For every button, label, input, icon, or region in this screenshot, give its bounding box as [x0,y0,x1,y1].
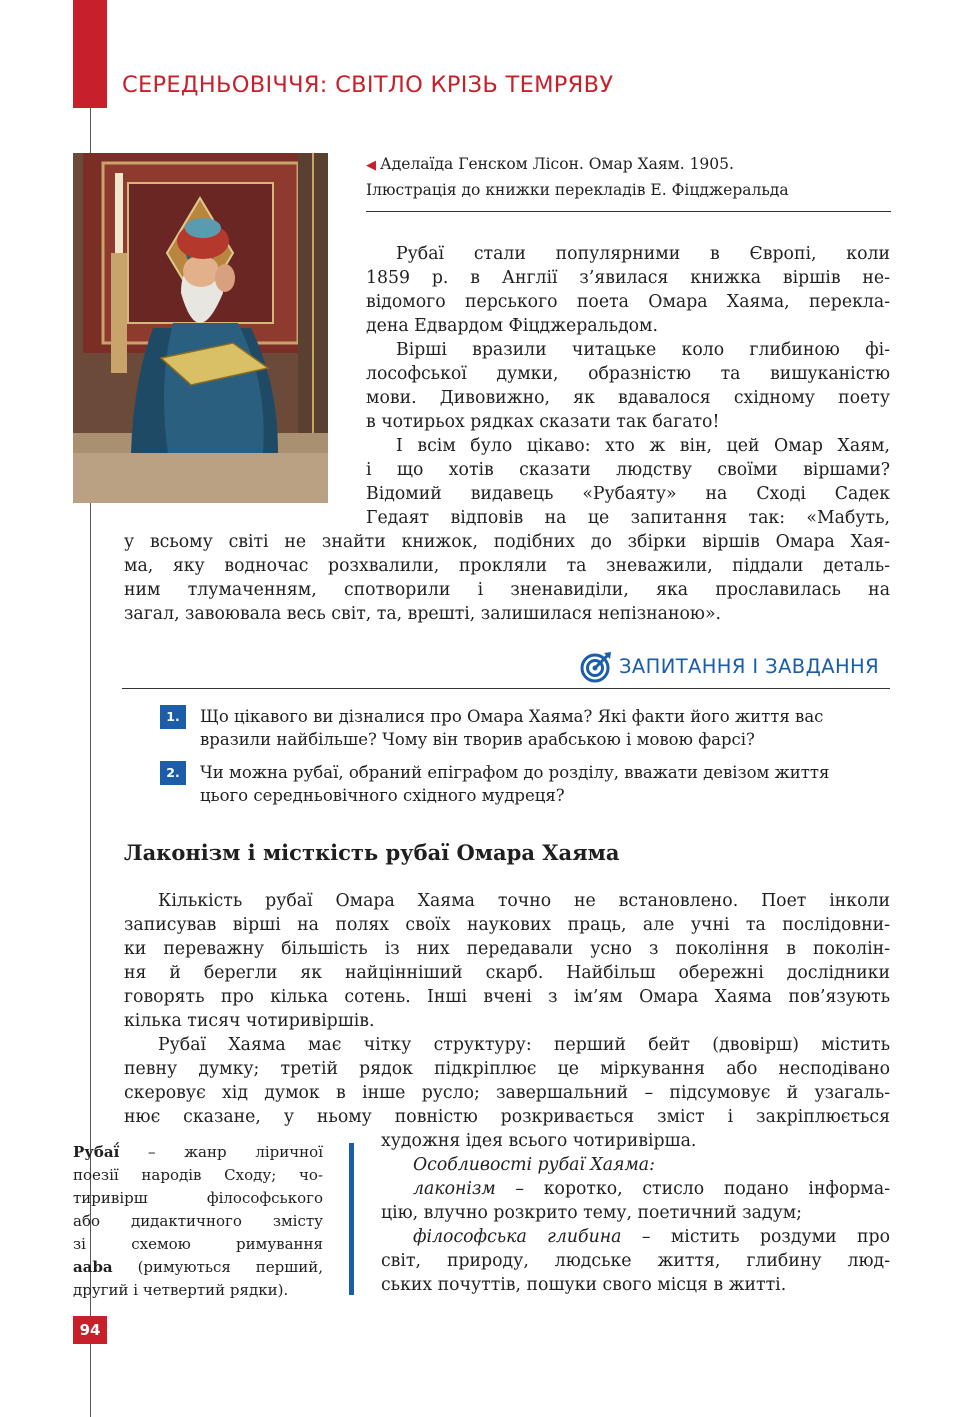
text-line: записував вірші на полях своїх наукових праць, але учні та послідовни- [124,915,890,935]
question-text: Чи можна рубаї, обраний епіграфом до розділу, вважати девізом життя [200,763,830,782]
feature-text: – містить роздуми про [621,1227,890,1247]
chapter-tab [73,0,107,108]
text-line: Рубаї стали популярними в Європі, коли [396,244,890,264]
question-text: Що цікавого ви дізналися про Омара Хаяма? Які факти його життя вас [200,707,824,726]
definition-line: зі схемою римування [73,1235,323,1253]
text-line: Відомий видавець «Рубаяту» на Сході Садек [366,484,890,504]
feature-line: цію, влучно розкрито тему, поетичний задум; [381,1203,803,1223]
text-line: лософської думки, образністю та вишуканістю [366,364,890,384]
definition-text: (римуються перший, [112,1258,323,1276]
text-line: кілька тисяч чотиривіршів. [124,1011,375,1031]
text-line: художня ідея всього чотиривірша. [381,1131,697,1151]
text-line: 1859 р. в Англії з’явилася книжка віршів не- [366,268,890,288]
feature-line [413,1225,890,1249]
caption-divider [366,211,891,212]
text-line: у всьому світі не знайти книжок, подібних до збірки віршів Омара Хая- [124,532,890,552]
definition-line: тиривірш філософського [73,1189,323,1207]
text-line: ма, яку водночас розхвалили, прокляли та зневажили, піддали деталь- [124,556,890,576]
definition-term: Рубаї́ [73,1143,120,1161]
definition-line [73,1141,323,1164]
rhyme-scheme: aaba [73,1258,113,1276]
feature-line: світ, природу, людське життя, глибину люд- [381,1251,890,1271]
features-heading-text: Особливості рубаї Хаяма: [413,1155,655,1175]
caption-line-1: Аделаїда Генском Лісон. Омар Хаям. 1905. [380,155,734,173]
definition-line: другий і четвертий рядки). [73,1281,289,1299]
definition-line: або дидактичного змісту [73,1212,323,1230]
text-line: ним тлумаченням, спотворили і зненавиділи, яка прославилась на [124,580,890,600]
feature-term: лаконізм [413,1179,496,1199]
text-line: певну думку; третій рядок підкріплює це міркування або несподівано [124,1059,890,1079]
text-line: дена Едвардом Фіцджеральдом. [366,316,658,336]
text-line: загал, завоювала весь світ, та, врешті, залишилася непізнаною». [124,604,722,624]
section-heading: Лаконізм і місткість рубаї Омара Хаяма [124,840,620,865]
feature-text: – коротко, стисло подано інформа- [495,1179,890,1199]
text-line: і що хотів сказати людству своїми віршами? [366,460,890,480]
text-line: Рубаї Хаяма має чітку структуру: перший бейт (двовірш) містить [158,1035,890,1055]
definition-line [73,1256,323,1279]
definition-line: поезії народів Сходу; чо- [73,1166,323,1184]
figure-caption [366,152,789,202]
feature-line: ських почуттів, пошуки свого місця в житті. [381,1275,787,1295]
text-line: ня й берегли як найцінніший скарб. Найбільш обережні дослідники [124,963,890,983]
text-line: в чотирьох рядках сказати так багато! [366,412,720,432]
feature-term: філософська глибина [413,1227,622,1247]
page-number: 94 [73,1316,107,1344]
text-line: Вірші вразили читацьке коло глибиною фі- [396,340,890,360]
text-line: ки переважну більшість із них передавали усно з покоління в поколін- [124,939,890,959]
questions-title: ЗАПИТАННЯ І ЗАВДАННЯ [619,655,880,678]
question-number-badge: 2. [160,761,186,785]
caption-line-2: Ілюстрація до книжки перекладів Е. Фіцджеральда [366,181,789,199]
definition-bar [349,1143,354,1295]
omar-khayyam-illustration [73,153,328,503]
caption-arrow-icon: ◀ [366,158,376,173]
features-heading [413,1153,655,1177]
question-text: вразили найбільше? Чому він творив арабською і мовою фарсі? [200,730,755,749]
text-line: скеровує хід думок в інше русло; завершальний – підсумовує й узагаль- [124,1083,890,1103]
target-icon [580,651,612,683]
definition-text: – жанр ліричної [119,1143,323,1161]
text-line: відомого перського поета Омара Хаяма, перекла- [366,292,890,312]
text-line: говорять про кілька сотень. Інші вчені з ім’ям Омара Хаяма пов’язують [124,987,890,1007]
question-number-badge: 1. [160,705,186,729]
text-line: Гедаят відповів на це запитання так: «Мабуть, [366,508,890,528]
feature-line [413,1177,890,1201]
chapter-title: СЕРЕДНЬОВІЧЧЯ: СВІТЛО КРІЗЬ ТЕМРЯВУ [122,72,614,98]
questions-divider [122,688,890,689]
text-line: Кількість рубаї Омара Хаяма точно не встановлено. Поет інколи [158,891,890,911]
question-text: цього середньовічного східного мудреця? [200,786,565,805]
text-line: нює сказане, у ньому повністю розкривається зміст і закріплюється [124,1107,890,1127]
text-line: І всім було цікаво: хто ж він, цей Омар Хаям, [396,436,890,456]
text-line: мови. Дивовижно, як вдавалося східному поету [366,388,890,408]
